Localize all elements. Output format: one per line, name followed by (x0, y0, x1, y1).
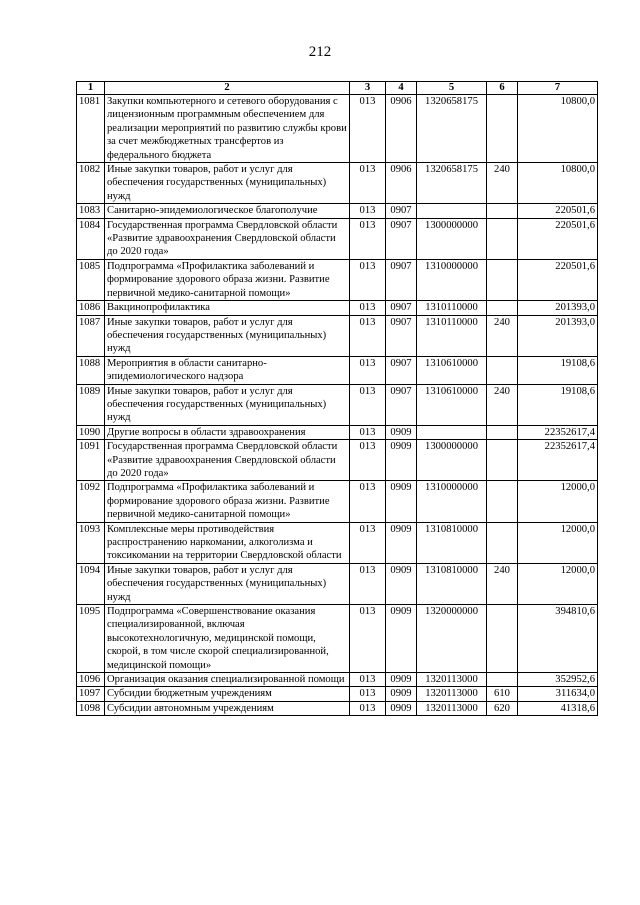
department-code: 013 (350, 481, 386, 522)
amount: 12000,0 (518, 522, 598, 563)
row-number: 1091 (77, 440, 105, 481)
target-article-code: 1310610000 (417, 356, 487, 384)
target-article-code: 1310810000 (417, 563, 487, 604)
section-code: 0907 (386, 301, 417, 315)
amount: 352952,6 (518, 673, 598, 687)
header-row (77, 82, 598, 95)
department-code: 013 (350, 701, 386, 715)
target-article-code: 1310000000 (417, 259, 487, 300)
table-row (77, 481, 598, 522)
row-number: 1089 (77, 384, 105, 425)
amount: 22352617,4 (518, 425, 598, 439)
section-code: 0909 (386, 701, 417, 715)
section-code: 0907 (386, 259, 417, 300)
table-row (77, 522, 598, 563)
section-code: 0909 (386, 673, 417, 687)
item-name: Субсидии автономным учреждениям (105, 701, 350, 715)
table-row (77, 301, 598, 315)
column-header-3: 3 (350, 82, 386, 95)
department-code: 013 (350, 605, 386, 673)
row-number: 1081 (77, 95, 105, 163)
section-code: 0909 (386, 687, 417, 701)
section-code: 0909 (386, 440, 417, 481)
section-code: 0907 (386, 356, 417, 384)
amount: 19108,6 (518, 384, 598, 425)
table-row (77, 204, 598, 218)
target-article-code: 1320113000 (417, 687, 487, 701)
page-number: 212 (308, 44, 332, 60)
table-row (77, 384, 598, 425)
item-name: Другие вопросы в области здравоохранения (105, 425, 350, 439)
amount: 311634,0 (518, 687, 598, 701)
amount: 19108,6 (518, 356, 598, 384)
section-code: 0909 (386, 522, 417, 563)
item-name: Государственная программа Свердловской области «Развитие здравоохранения Свердловской области до 2020 года» (105, 218, 350, 259)
table-row (77, 701, 598, 715)
target-article-code: 1310810000 (417, 522, 487, 563)
table-row (77, 315, 598, 356)
amount: 41318,6 (518, 701, 598, 715)
expense-type-code (487, 356, 518, 384)
department-code: 013 (350, 95, 386, 163)
department-code: 013 (350, 425, 386, 439)
row-number: 1093 (77, 522, 105, 563)
item-name: Иные закупки товаров, работ и услуг для обеспечения государственных (муниципальных) нужд (105, 315, 350, 356)
department-code: 013 (350, 522, 386, 563)
target-article-code: 1300000000 (417, 440, 487, 481)
item-name: Комплексные меры противодействия распространению наркомании, алкоголизма и токсикомании на территории Свердловской области (105, 522, 350, 563)
expense-type-code (487, 440, 518, 481)
target-article-code: 1320113000 (417, 701, 487, 715)
target-article-code: 1300000000 (417, 218, 487, 259)
amount: 220501,6 (518, 204, 598, 218)
row-number: 1088 (77, 356, 105, 384)
item-name: Подпрограмма «Профилактика заболеваний и формирование здорового образа жизни. Развитие первичной медико-санитарной помощи» (105, 259, 350, 300)
item-name: Иные закупки товаров, работ и услуг для обеспечения государственных (муниципальных) нужд (105, 163, 350, 204)
expense-type-code (487, 425, 518, 439)
section-code: 0907 (386, 315, 417, 356)
target-article-code: 1310110000 (417, 301, 487, 315)
table-row (77, 163, 598, 204)
item-name: Подпрограмма «Профилактика заболеваний и формирование здорового образа жизни. Развитие первичной медико-санитарной помощи» (105, 481, 350, 522)
target-article-code: 1310000000 (417, 481, 487, 522)
budget-table (76, 81, 598, 716)
department-code: 013 (350, 163, 386, 204)
table-row (77, 673, 598, 687)
row-number: 1095 (77, 605, 105, 673)
expense-type-code (487, 95, 518, 163)
row-number: 1084 (77, 218, 105, 259)
row-number: 1096 (77, 673, 105, 687)
target-article-code: 1320658175 (417, 95, 487, 163)
amount: 10800,0 (518, 163, 598, 204)
row-number: 1082 (77, 163, 105, 204)
amount: 22352617,4 (518, 440, 598, 481)
expense-type-code: 240 (487, 563, 518, 604)
row-number: 1087 (77, 315, 105, 356)
expense-type-code: 240 (487, 384, 518, 425)
item-name: Подпрограмма «Совершенствование оказания специализированной, включая высокотехнологичную, медицинской помощи, скорой, в том числе скорой специализированной, медицинской помощи» (105, 605, 350, 673)
department-code: 013 (350, 204, 386, 218)
expense-type-code (487, 259, 518, 300)
table-row (77, 218, 598, 259)
row-number: 1085 (77, 259, 105, 300)
section-code: 0907 (386, 204, 417, 218)
target-article-code (417, 425, 487, 439)
table-row (77, 425, 598, 439)
column-header-6: 6 (487, 82, 518, 95)
expense-type-code (487, 481, 518, 522)
item-name: Мероприятия в области санитарно-эпидемиологического надзора (105, 356, 350, 384)
table-row (77, 356, 598, 384)
item-name: Иные закупки товаров, работ и услуг для обеспечения государственных (муниципальных) нужд (105, 563, 350, 604)
table-body (77, 95, 598, 716)
department-code: 013 (350, 673, 386, 687)
item-name: Иные закупки товаров, работ и услуг для обеспечения государственных (муниципальных) нужд (105, 384, 350, 425)
amount: 201393,0 (518, 301, 598, 315)
amount: 12000,0 (518, 563, 598, 604)
column-header-1: 1 (77, 82, 105, 95)
target-article-code: 1320658175 (417, 163, 487, 204)
section-code: 0909 (386, 425, 417, 439)
table-row (77, 95, 598, 163)
department-code: 013 (350, 687, 386, 701)
row-number: 1098 (77, 701, 105, 715)
table-row (77, 563, 598, 604)
department-code: 013 (350, 315, 386, 356)
row-number: 1097 (77, 687, 105, 701)
column-header-5: 5 (417, 82, 487, 95)
section-code: 0907 (386, 384, 417, 425)
section-code: 0909 (386, 605, 417, 673)
section-code: 0906 (386, 95, 417, 163)
amount: 10800,0 (518, 95, 598, 163)
table-row (77, 687, 598, 701)
row-number: 1083 (77, 204, 105, 218)
row-number: 1092 (77, 481, 105, 522)
section-code: 0909 (386, 481, 417, 522)
row-number: 1090 (77, 425, 105, 439)
amount: 201393,0 (518, 315, 598, 356)
column-header-7: 7 (518, 82, 598, 95)
expense-type-code (487, 605, 518, 673)
expense-type-code: 610 (487, 687, 518, 701)
row-number: 1086 (77, 301, 105, 315)
amount: 220501,6 (518, 259, 598, 300)
target-article-code: 1310110000 (417, 315, 487, 356)
expense-type-code (487, 204, 518, 218)
amount: 220501,6 (518, 218, 598, 259)
item-name: Организация оказания специализированной помощи (105, 673, 350, 687)
section-code: 0906 (386, 163, 417, 204)
item-name: Закупки компьютерного и сетевого оборудования с лицензионным программным обеспечением для реализации мероприятий по развитию службы крови за счет межбюджетных трансфертов из федерального бюджета (105, 95, 350, 163)
department-code: 013 (350, 301, 386, 315)
department-code: 013 (350, 384, 386, 425)
amount: 12000,0 (518, 481, 598, 522)
item-name: Государственная программа Свердловской области «Развитие здравоохранения Свердловской области до 2020 года» (105, 440, 350, 481)
department-code: 013 (350, 563, 386, 604)
item-name: Санитарно-эпидемиологическое благополучие (105, 204, 350, 218)
department-code: 013 (350, 218, 386, 259)
target-article-code (417, 204, 487, 218)
expense-type-code (487, 522, 518, 563)
expense-type-code (487, 673, 518, 687)
target-article-code: 1310610000 (417, 384, 487, 425)
department-code: 013 (350, 356, 386, 384)
section-code: 0909 (386, 563, 417, 604)
column-header-4: 4 (386, 82, 417, 95)
amount: 394810,6 (518, 605, 598, 673)
target-article-code: 1320113000 (417, 673, 487, 687)
expense-type-code: 620 (487, 701, 518, 715)
target-article-code: 1320000000 (417, 605, 487, 673)
section-code: 0907 (386, 218, 417, 259)
table-row (77, 605, 598, 673)
column-header-2: 2 (105, 82, 350, 95)
expense-type-code: 240 (487, 315, 518, 356)
table-row (77, 259, 598, 300)
department-code: 013 (350, 440, 386, 481)
row-number: 1094 (77, 563, 105, 604)
expense-type-code: 240 (487, 163, 518, 204)
department-code: 013 (350, 259, 386, 300)
table-row (77, 440, 598, 481)
expense-type-code (487, 218, 518, 259)
item-name: Субсидии бюджетным учреждениям (105, 687, 350, 701)
expense-type-code (487, 301, 518, 315)
item-name: Вакцинопрофилактика (105, 301, 350, 315)
